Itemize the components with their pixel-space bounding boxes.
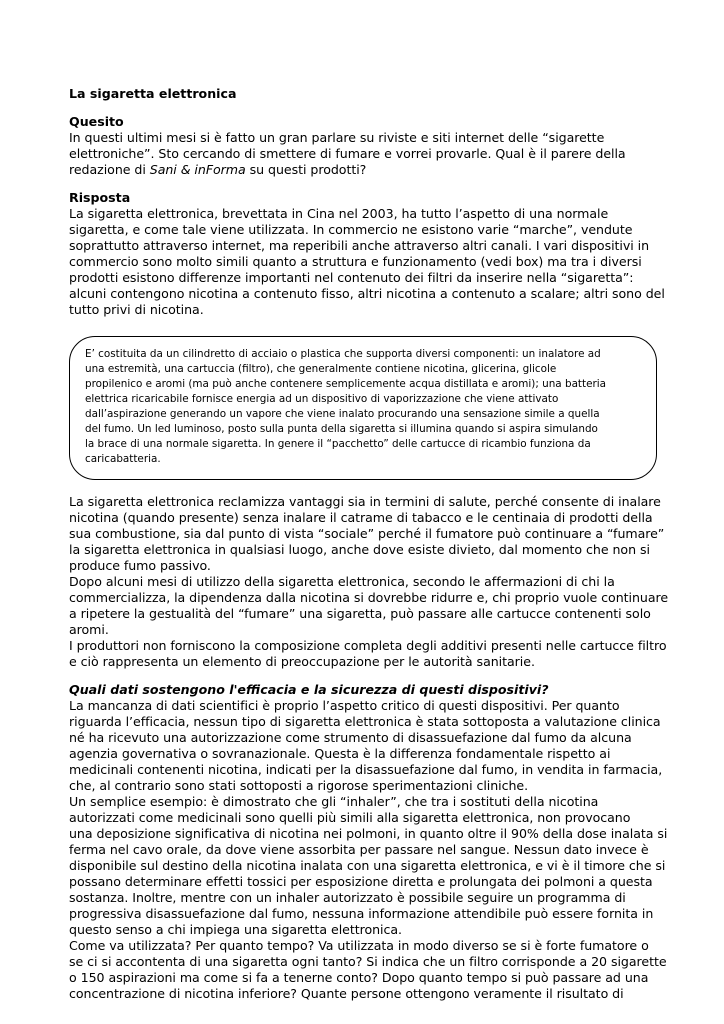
answer-label: Risposta bbox=[69, 190, 131, 205]
box-line: E’ costituita da un cilindretto di acciaio o plastica che supporta diversi componenti: un inalatore ad bbox=[85, 348, 601, 360]
box-line: del fumo. Un led luminoso, posto sulla punta della sigaretta si illumina quando si aspira simulando bbox=[85, 423, 598, 435]
answer-line: tutto privi di nicotina. bbox=[69, 302, 204, 317]
info-box bbox=[69, 336, 657, 480]
question-prefix: redazione di bbox=[69, 162, 150, 177]
answer-line: alcuni contengono nicotina a contenuto fisso, altri nicotina a contenuto a scalare; altri sono del bbox=[69, 286, 665, 301]
final-line: o 150 aspirazioni ma come si fa a tenerne conto? Dopo quanto tempo si può passare ad una bbox=[69, 970, 649, 985]
body-line: produce fumo passivo. bbox=[69, 558, 211, 573]
box-line: dall’aspirazione generando un vapore che viene inalato procurando una sensazione simile a quella bbox=[85, 408, 600, 420]
final-line: concentrazione di nicotina inferiore? Quante persone ottengono veramente il risultato di bbox=[69, 986, 624, 1001]
answer-line: soprattutto attraverso internet, ma reperibili anche attraverso altri canali. I vari dispositivi in bbox=[69, 238, 650, 253]
box-text bbox=[85, 347, 644, 467]
final-line: né ha ricevuto una autorizzazione come strumento di disassuefazione dal fumo da alcuna bbox=[69, 730, 632, 745]
final-line: autorizzati come medicinali sono quelli più simili alla sigaretta elettronica, non provocano bbox=[69, 810, 631, 825]
body-line: nicotina (quando presente) senza inalare il catrame di tabacco e le centinaia di prodotti della bbox=[69, 510, 653, 525]
body-line: commercializza, la dipendenza dalla nicotina si dovrebbe ridurre e, chi proprio vuole continuare bbox=[69, 590, 669, 605]
final-line: Come va utilizzata? Per quanto tempo? Va utilizzata in modo diverso se si è forte fumatore o bbox=[69, 938, 649, 953]
box-line: propilenico e aromi (ma può anche contenere semplicemente acqua distillata e aromi); una batteria bbox=[85, 378, 606, 390]
body-line: sua combustione, sia dal punto di vista “sociale” perché il fumatore può continuare a “fumare” bbox=[69, 526, 665, 541]
final-line: medicinali contenenti nicotina, indicati per la disassuefazione dal fumo, in vendita in farmacia, bbox=[69, 762, 663, 777]
box-line: la brace di una normale sigaretta. In genere il “pacchetto” delle cartucce di ricambio funziona da bbox=[85, 438, 591, 450]
body-line: I produttori non forniscono la composizione completa degli additivi presenti nelle cartucce filtro bbox=[69, 638, 667, 653]
question-suffix: su questi prodotti? bbox=[245, 162, 367, 177]
body-text bbox=[69, 494, 669, 670]
answer-line: prodotti esistono differenze importanti nel contenuto dei filtri da inserire nella “sigaretta”: bbox=[69, 270, 634, 285]
answer-text bbox=[69, 206, 665, 318]
question-line: elettroniche”. Sto cercando di smettere di fumare e vorrei provarle. Qual è il parere della bbox=[69, 146, 626, 161]
answer-line: commercio sono molto simili quanto a struttura e funzionamento (vedi box) ma tra i diversi bbox=[69, 254, 642, 269]
section-subheading: Quali dati sostengono l'efficacia e la sicurezza di questi dispositivi? bbox=[69, 682, 549, 697]
body-line: a ripetere la gestualità del “fumare” una sigaretta, può passare alle cartucce contenenti solo bbox=[69, 606, 651, 621]
answer-line: La sigaretta elettronica, brevettata in Cina nel 2003, ha tutto l’aspetto di una normale bbox=[69, 206, 609, 221]
document-title: La sigaretta elettronica bbox=[69, 86, 237, 101]
question-line bbox=[69, 162, 657, 178]
body-line: e ciò rappresenta un elemento di preoccupazione per le autorità sanitarie. bbox=[69, 654, 535, 669]
final-line: se ci si accontenta di una sigaretta ogni tanto? Si indica che un filtro corrisponde a 20 sigarette bbox=[69, 954, 667, 969]
final-line: una deposizione significativa di nicotina nei polmoni, in quanto oltre il 90% della dose inalata si bbox=[69, 826, 668, 841]
question-line: In questi ultimi mesi si è fatto un gran parlare su riviste e siti internet delle “sigarette bbox=[69, 130, 605, 145]
body-line: La sigaretta elettronica reclamizza vantaggi sia in termini di salute, perché consente di inalare bbox=[69, 494, 661, 509]
final-line: possano determinare effetti tossici per esposizione diretta e prolungata dei polmoni a questa bbox=[69, 874, 653, 889]
body-line: Dopo alcuni mesi di utilizzo della sigaretta elettronica, secondo le affermazioni di chi la bbox=[69, 574, 615, 589]
final-line: questo senso a chi impiega una sigaretta elettronica. bbox=[69, 922, 402, 937]
final-line: La mancanza di dati scientifici è proprio l’aspetto critico di questi dispositivi. Per quanto bbox=[69, 698, 620, 713]
body-line: la sigaretta elettronica in qualsiasi luogo, anche dove esiste divieto, dal momento che non si bbox=[69, 542, 650, 557]
final-line: Un semplice esempio: è dimostrato che gli “inhaler”, che tra i sostituti della nicotina bbox=[69, 794, 599, 809]
body-line: aromi. bbox=[69, 622, 109, 637]
answer-line: sigaretta, e come tale viene utilizzata. In commercio ne esistono varie “marche”, vendute bbox=[69, 222, 633, 237]
final-text bbox=[69, 698, 668, 1002]
final-line: agenzia governativa o sovranazionale. Questa è la differenza fondamentale rispetto ai bbox=[69, 746, 611, 761]
final-line: che, al contrario sono stati sottoposti a rigorose sperimentazioni cliniche. bbox=[69, 778, 529, 793]
final-line: ferma nel cavo orale, da dove viene assorbita per passare nel sangue. Nessun dato invece è bbox=[69, 842, 649, 857]
magazine-name: Sani & inForma bbox=[149, 162, 246, 177]
box-line: caricabatteria. bbox=[85, 453, 161, 465]
final-line: sostanza. Inoltre, mentre con un inhaler autorizzato è possibile seguire un programma di bbox=[69, 890, 626, 905]
question-label: Quesito bbox=[69, 114, 124, 129]
final-line: progressiva disassuefazione dal fumo, nessuna informazione attendibile può essere fornita in bbox=[69, 906, 654, 921]
question-text bbox=[69, 130, 657, 178]
box-line: una estremità, una cartuccia (filtro), che generalmente contiene nicotina, glicerina, glicole bbox=[85, 363, 557, 375]
final-line: disponibile sul destino della nicotina inalata con una sigaretta elettronica, e vi è il timore che si bbox=[69, 858, 666, 873]
document-page bbox=[69, 86, 669, 1002]
box-line: elettrica ricaricabile fornisce energia ad un dispositivo di vaporizzazione che viene attivato bbox=[85, 393, 559, 405]
final-line: riguarda l’efficacia, nessun tipo di sigaretta elettronica è stata sottoposta a valutazione clinica bbox=[69, 714, 661, 729]
